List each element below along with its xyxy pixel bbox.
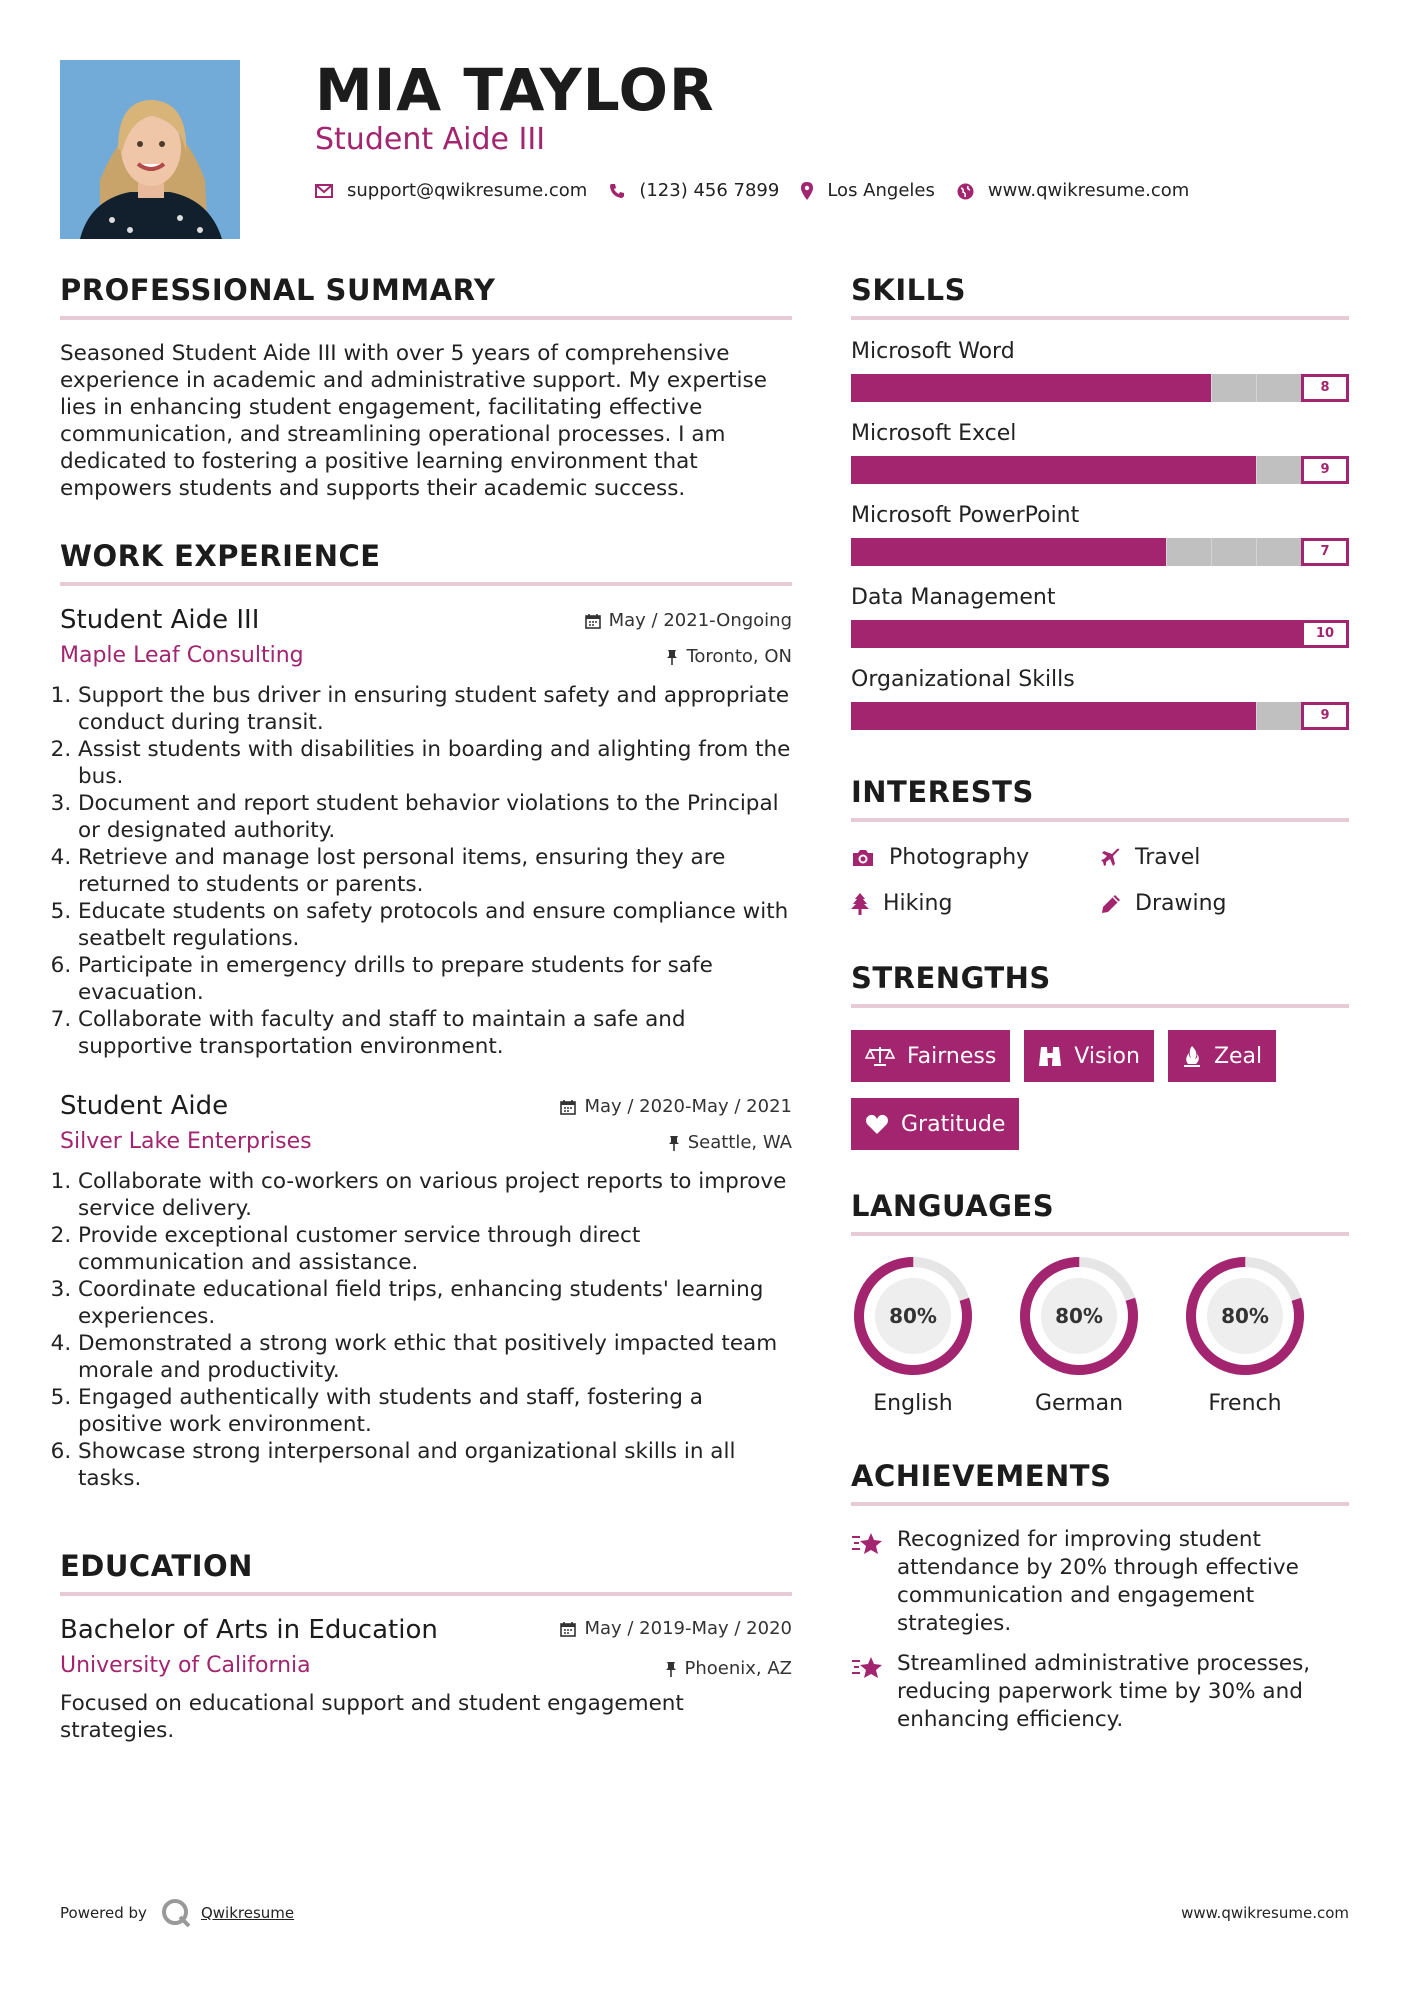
school-name: University of California	[60, 1653, 311, 1678]
company-name: Maple Leaf Consulting	[60, 643, 304, 668]
skill-segment-filled	[851, 456, 896, 484]
language-item	[1183, 1254, 1349, 1418]
skill-name: Organizational Skills	[851, 667, 1075, 692]
job-location	[666, 646, 792, 667]
interests-grid	[851, 844, 1349, 918]
skill-segment-filled	[941, 456, 986, 484]
skill-segment-empty	[1256, 374, 1301, 402]
skill-segment-filled	[851, 538, 896, 566]
skill-segment-filled	[986, 374, 1031, 402]
language-item	[851, 1254, 1017, 1418]
skill-segment-filled	[1121, 456, 1166, 484]
fire-icon	[1182, 1045, 1202, 1067]
contact-website-text: www.qwikresume.com	[987, 180, 1190, 201]
contact-phone-text: (123) 456 7899	[639, 180, 780, 201]
skill-segment-filled	[1076, 538, 1121, 566]
contact-location	[801, 179, 935, 203]
skill-segment-filled	[1121, 374, 1166, 402]
achievement-text: Streamlined administrative processes, reducing paperwork time by 30% and enhancing efficiency.	[897, 1651, 1311, 1732]
section-divider	[851, 1502, 1349, 1506]
pencil-icon	[1101, 894, 1121, 914]
achievement-text: Recognized for improving student attendance by 20% through effective communication and engagement strategies.	[897, 1527, 1299, 1636]
qwikresume-logo-icon	[161, 1898, 193, 1928]
job-date-text: May / 2020-May / 2021	[584, 1096, 792, 1117]
experience-heading: WORK EXPERIENCE	[60, 539, 381, 573]
strength-label: Zeal	[1213, 1043, 1263, 1069]
calendar-icon	[585, 613, 601, 629]
envelope-icon	[315, 184, 333, 198]
list-item: 5. Engaged authentically with students and staff, fostering a positive work environment.	[78, 1384, 792, 1438]
skill-name: Data Management	[851, 585, 1056, 610]
job-location	[668, 1132, 792, 1153]
languages-heading: LANGUAGES	[851, 1189, 1055, 1223]
strength-chip	[1024, 1030, 1154, 1082]
job-location-text: Toronto, ON	[686, 646, 792, 667]
skill-level-bar	[851, 620, 1349, 648]
section-divider	[851, 818, 1349, 822]
plane-icon	[1101, 848, 1121, 868]
job-entry	[60, 604, 792, 1060]
section-divider	[851, 1004, 1349, 1008]
skill-segment-filled	[986, 702, 1031, 730]
skill-segment-filled	[896, 702, 941, 730]
strengths-heading: STRENGTHS	[851, 961, 1051, 995]
strength-chip	[1168, 1030, 1276, 1082]
interest-label: Travel	[1135, 845, 1201, 870]
skill-segment-filled	[1031, 374, 1076, 402]
languages-list	[851, 1254, 1349, 1418]
heart-icon	[865, 1113, 889, 1135]
education-heading: EDUCATION	[60, 1549, 253, 1583]
skill-segment-empty	[1211, 538, 1256, 566]
skill-segment-filled	[1256, 620, 1301, 648]
skill-segment-filled	[1031, 538, 1076, 566]
skill-segment-filled	[941, 374, 986, 402]
skill-name: Microsoft PowerPoint	[851, 503, 1080, 528]
section-divider	[851, 316, 1349, 320]
skill-level-value: 9	[1301, 702, 1349, 730]
pushpin-icon	[666, 649, 678, 665]
skill-item	[851, 338, 1349, 402]
skill-item	[851, 502, 1349, 566]
skill-segment-empty	[1211, 374, 1256, 402]
job-title: Student Aide III	[60, 605, 260, 635]
list-item: 6. Participate in emergency drills to prepare students for safe evacuation.	[78, 952, 792, 1006]
list-item: 1. Support the bus driver in ensuring student safety and appropriate conduct during transit.	[78, 682, 792, 736]
language-progress-ring	[1017, 1254, 1141, 1378]
skills-list	[851, 338, 1349, 730]
skill-segment-filled	[1076, 374, 1121, 402]
skill-segment-filled	[1166, 374, 1211, 402]
language-progress-ring	[1183, 1254, 1307, 1378]
skill-segment-filled	[941, 538, 986, 566]
interests-section	[851, 774, 1349, 918]
globe-icon	[957, 183, 974, 200]
skill-segment-filled	[1031, 620, 1076, 648]
language-progress-ring	[851, 1254, 975, 1378]
contact-phone[interactable]	[609, 179, 779, 203]
section-divider	[60, 1592, 792, 1596]
job-date	[585, 610, 792, 631]
interest-photography	[851, 844, 1101, 872]
skill-segment-filled	[1031, 456, 1076, 484]
skill-name: Microsoft Excel	[851, 421, 1017, 446]
star-achievement-icon	[851, 1532, 885, 1556]
interest-hiking	[851, 890, 1101, 918]
strength-label: Fairness	[907, 1043, 997, 1069]
education-date-text: May / 2019-May / 2020	[584, 1618, 792, 1639]
skill-segment-filled	[1121, 702, 1166, 730]
skill-segment-filled	[1121, 538, 1166, 566]
list-item: 5. Educate students on safety protocols and ensure compliance with seatbelt regulations.	[78, 898, 792, 952]
achievement-item	[851, 1650, 1349, 1734]
skill-segment-filled	[896, 456, 941, 484]
skill-segment-filled	[986, 538, 1031, 566]
strength-chip	[851, 1030, 1010, 1082]
left-column	[60, 272, 792, 1744]
contact-website[interactable]	[957, 179, 1189, 203]
company-name: Silver Lake Enterprises	[60, 1129, 312, 1154]
skill-level-bar	[851, 456, 1349, 484]
interests-heading: INTERESTS	[851, 775, 1034, 809]
skill-level-bar	[851, 538, 1349, 566]
skill-segment-filled	[1166, 620, 1211, 648]
language-name: French	[1208, 1391, 1282, 1416]
list-item: 3. Document and report student behavior violations to the Principal or designated authority.	[78, 790, 792, 844]
skill-level-bar	[851, 374, 1349, 402]
list-item: 4. Demonstrated a strong work ethic that positively impacted team morale and productivity.	[78, 1330, 792, 1384]
education-location-text: Phoenix, AZ	[684, 1658, 792, 1679]
contact-email[interactable]	[315, 179, 587, 203]
job-location-text: Seattle, WA	[687, 1132, 792, 1153]
skill-segment-filled	[1211, 702, 1256, 730]
summary-heading: PROFESSIONAL SUMMARY	[60, 273, 496, 307]
skill-segment-filled	[1121, 620, 1166, 648]
list-item: 1. Collaborate with co-workers on various project reports to improve service delivery.	[78, 1168, 792, 1222]
language-percent: 80%	[889, 1304, 937, 1328]
camera-icon	[851, 848, 875, 868]
interest-label: Hiking	[883, 891, 953, 916]
skill-segment-filled	[896, 538, 941, 566]
skill-segment-filled	[986, 620, 1031, 648]
skill-segment-empty	[1256, 538, 1301, 566]
calendar-icon	[560, 1099, 576, 1115]
pushpin-icon	[668, 1135, 680, 1151]
map-pin-icon	[801, 182, 813, 200]
strength-chip	[851, 1098, 1019, 1150]
achievements-heading: ACHIEVEMENTS	[851, 1459, 1112, 1493]
education-section	[60, 1548, 792, 1744]
degree-title: Bachelor of Arts in Education	[60, 1615, 438, 1645]
skill-segment-filled	[1166, 702, 1211, 730]
contact-email-text: support@qwikresume.com	[347, 180, 588, 201]
summary-section	[60, 272, 792, 502]
education-location	[665, 1658, 793, 1679]
skill-item	[851, 584, 1349, 648]
experience-section	[60, 538, 792, 1492]
powered-by-text: Powered by	[60, 1904, 147, 1922]
skill-segment-filled	[1076, 702, 1121, 730]
skill-segment-filled	[1031, 702, 1076, 730]
summary-text: Seasoned Student Aide III with over 5 years of comprehensive experience in academic and administrative support. My expertise lies in enhancing student engagement, facilitating effective communication, and streamlining operational processes. I am dedicated to fostering a positive learning environment that empowers students and supports their academic success.	[60, 341, 767, 501]
skill-bar-track	[851, 702, 1349, 730]
list-item: 7. Collaborate with faculty and staff to maintain a safe and supportive transportation environment.	[78, 1006, 792, 1060]
strengths-list	[851, 1030, 1349, 1166]
skill-segment-filled	[851, 620, 896, 648]
interest-drawing	[1101, 890, 1349, 918]
binoculars-icon	[1038, 1045, 1062, 1067]
section-divider	[60, 316, 792, 320]
candidate-name: MIA TAYLOR	[315, 56, 715, 124]
skill-segment-filled	[1211, 620, 1256, 648]
skill-name: Microsoft Word	[851, 339, 1015, 364]
balance-scale-icon	[865, 1046, 895, 1066]
skill-item	[851, 420, 1349, 484]
languages-section	[851, 1188, 1349, 1418]
skill-segment-filled	[941, 702, 986, 730]
education-description: Focused on educational support and student engagement strategies.	[60, 1691, 684, 1743]
list-item: 2. Provide exceptional customer service through direct communication and assistance.	[78, 1222, 792, 1276]
job-date	[560, 1096, 792, 1117]
job-date-text: May / 2021-Ongoing	[608, 610, 792, 631]
skill-bar-track	[851, 620, 1349, 648]
skill-segment-empty	[1256, 702, 1301, 730]
list-item: 3. Coordinate educational field trips, enhancing students' learning experiences.	[78, 1276, 792, 1330]
interest-label: Drawing	[1135, 891, 1227, 916]
phone-icon	[609, 183, 625, 199]
achievement-item	[851, 1526, 1349, 1638]
skill-segment-filled	[1076, 620, 1121, 648]
strength-label: Vision	[1074, 1043, 1140, 1069]
skill-segment-filled	[1211, 456, 1256, 484]
skill-bar-track	[851, 538, 1349, 566]
skill-level-bar	[851, 702, 1349, 730]
language-percent: 80%	[1221, 1304, 1269, 1328]
section-divider	[60, 582, 792, 586]
skill-bar-track	[851, 374, 1349, 402]
skill-bar-track	[851, 456, 1349, 484]
language-name: German	[1034, 1391, 1124, 1416]
qwikresume-link[interactable]: Qwikresume	[200, 1904, 295, 1922]
profile-photo	[60, 60, 240, 239]
strength-label: Gratitude	[901, 1111, 1006, 1137]
list-item: 6. Showcase strong interpersonal and organizational skills in all tasks.	[78, 1438, 792, 1492]
tree-icon	[851, 893, 869, 915]
task-list	[60, 1168, 792, 1492]
interest-label: Photography	[889, 845, 1030, 870]
achievements-section	[851, 1458, 1349, 1734]
skill-segment-filled	[896, 374, 941, 402]
skill-segment-filled	[896, 620, 941, 648]
strengths-section	[851, 960, 1349, 1166]
language-percent: 80%	[1055, 1304, 1103, 1328]
skill-segment-filled	[941, 620, 986, 648]
pushpin-icon	[665, 1661, 677, 1677]
skill-level-value: 8	[1301, 374, 1349, 402]
language-item	[1017, 1254, 1183, 1418]
skill-segment-filled	[1076, 456, 1121, 484]
education-entry	[60, 1614, 792, 1744]
language-name: English	[873, 1391, 953, 1416]
skill-item	[851, 666, 1349, 730]
skill-segment-filled	[1166, 456, 1211, 484]
job-entry	[60, 1090, 792, 1492]
list-item: 4. Retrieve and manage lost personal items, ensuring they are returned to students or parents.	[78, 844, 792, 898]
skill-segment-empty	[1256, 456, 1301, 484]
education-date	[560, 1618, 792, 1639]
skill-level-value: 9	[1301, 456, 1349, 484]
task-list	[60, 682, 792, 1060]
job-title: Student Aide	[60, 1091, 229, 1121]
skill-segment-empty	[1166, 538, 1211, 566]
skills-heading: SKILLS	[851, 273, 966, 307]
footer-powered-by	[60, 1898, 294, 1928]
contact-location-text: Los Angeles	[827, 180, 935, 201]
star-achievement-icon	[851, 1656, 885, 1680]
skills-section	[851, 272, 1349, 730]
section-divider	[851, 1232, 1349, 1236]
right-column	[851, 272, 1349, 1734]
calendar-icon	[560, 1621, 576, 1637]
footer-url[interactable]: www.qwikresume.com	[1181, 1904, 1349, 1922]
skill-level-value: 10	[1301, 620, 1349, 648]
candidate-title: Student Aide III	[315, 122, 546, 157]
skill-level-value: 7	[1301, 538, 1349, 566]
contact-bar	[315, 179, 1211, 203]
list-item: 2. Assist students with disabilities in boarding and alighting from the bus.	[78, 736, 792, 790]
skill-segment-filled	[986, 456, 1031, 484]
skill-segment-filled	[851, 702, 896, 730]
skill-segment-filled	[851, 374, 896, 402]
interest-travel	[1101, 844, 1349, 872]
